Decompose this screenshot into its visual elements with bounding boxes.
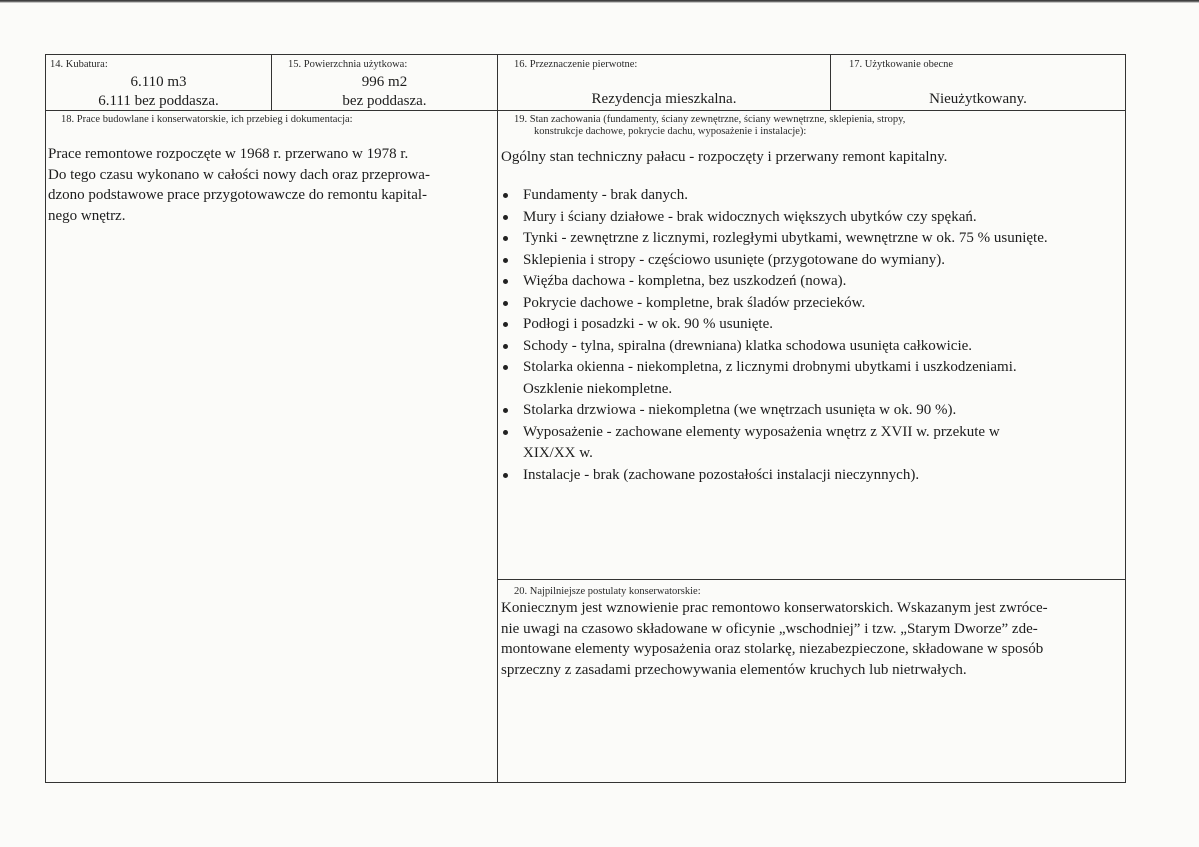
field-20-line: Koniecznym jest wznowienie prac remontowo konserwatorskich. Wskazanym jest zwróce- [501, 600, 1048, 616]
field-20-postulaty [498, 580, 1125, 782]
field-15-value-2: bez poddasza. [342, 93, 427, 109]
condition-item: Stolarka okienna - niekompletna, z licznymi drobnymi ubytkami i uszkodzeniami. Oszklenie niekompletne. [498, 357, 1123, 400]
condition-item: Schody - tylna, spiralna (drewniana) klatka schodowa usunięta całkowicie. [498, 336, 1123, 358]
field-20-line: montowane elementy wyposażenia oraz stolarkę, niezabezpieczone, składowane w sposób [501, 641, 1044, 657]
field-15-label: 15. Powierzchnia użytkowa: [288, 59, 408, 70]
condition-item: Wyposażenie - zachowane elementy wyposażenia wnętrz z XVII w. przekute w XIX/XX w. [498, 422, 1123, 465]
field-14-kubatura [46, 55, 271, 110]
field-20-text [501, 598, 1123, 680]
field-17-value: Nieużytkowany. [929, 91, 1027, 107]
field-19-label-2: konstrukcje dachowe, pokrycie dachu, wyposażenie i instalacje): [534, 126, 807, 137]
field-18-line: Prace remontowe rozpoczęte w 1968 r. przerwano w 1978 r. [48, 146, 409, 162]
field-18-line: nego wnętrz. [48, 207, 126, 224]
condition-item: Pokrycie dachowe - kompletne, brak śladów przecieków. [498, 293, 1123, 315]
field-14-value-1: 6.110 m3 [130, 74, 187, 90]
field-17-uzytkowanie [831, 55, 1125, 110]
field-20-label: 20. Najpilniejsze postulaty konserwatorskie: [514, 586, 701, 597]
field-18-line: Do tego czasu wykonano w całości nowy dach oraz przeprowa- [48, 166, 430, 183]
field-19-label-1: 19. Stan zachowania (fundamenty, ściany zewnętrzne, ściany wewnętrzne, sklepienia, stropy, [514, 114, 906, 125]
field-16-value: Rezydencja mieszkalna. [591, 91, 737, 107]
field-18-label: 18. Prace budowlane i konserwatorskie, ich przebieg i dokumentacja: [61, 114, 353, 125]
condition-item: Tynki - zewnętrzne z licznymi, rozległymi ubytkami, wewnętrzne w ok. 75 % usunięte. [498, 228, 1123, 250]
condition-item: Instalacje - brak (zachowane pozostałości instalacji nieczynnych). [498, 465, 1123, 487]
field-16-label: 16. Przeznaczenie pierwotne: [514, 59, 638, 70]
field-18-text [48, 144, 493, 226]
condition-item: Fundamenty - brak danych. [498, 185, 1123, 207]
field-19-intro: Ogólny stan techniczny pałacu - rozpoczęty i przerwany remont kapitalny. [501, 149, 948, 165]
field-15-value-1: 996 m2 [361, 74, 408, 90]
field-15-powierzchnia [272, 55, 497, 110]
scan-edge [0, 0, 1199, 3]
condition-item: Więźba dachowa - kompletna, bez uszkodzeń (nowa). [498, 271, 1123, 293]
condition-item: Mury i ściany działowe - brak widocznych większych ubytków czy spękań. [498, 207, 1123, 229]
condition-item: Stolarka drzwiowa - niekompletna (we wnętrzach usunięta w ok. 90 %). [498, 400, 1123, 422]
field-19-stan-zachowania [498, 111, 1125, 579]
field-20-line: nie uwagi na czasowo składowane w oficynie „wschodniej” i tzw. „Starym Dworze” zde- [501, 620, 1038, 637]
field-17-label: 17. Użytkowanie obecne [849, 59, 954, 70]
field-18-prace [46, 111, 497, 782]
field-14-label: 14. Kubatura: [50, 59, 108, 70]
field-14-value-2: 6.111 bez poddasza. [98, 93, 219, 109]
condition-item: Sklepienia i stropy - częściowo usunięte (przygotowane do wymiany). [498, 250, 1123, 272]
field-16-przeznaczenie [498, 55, 830, 110]
field-18-line: dzono podstawowe prace przygotowawcze do remontu kapital- [48, 187, 428, 203]
form-table [45, 54, 1126, 783]
condition-item: Podłogi i posadzki - w ok. 90 % usunięte. [498, 314, 1123, 336]
field-20-line: sprzeczny z zasadami przechowywania elementów kruchych lub nietrwałych. [501, 661, 967, 678]
condition-list [498, 185, 1123, 486]
